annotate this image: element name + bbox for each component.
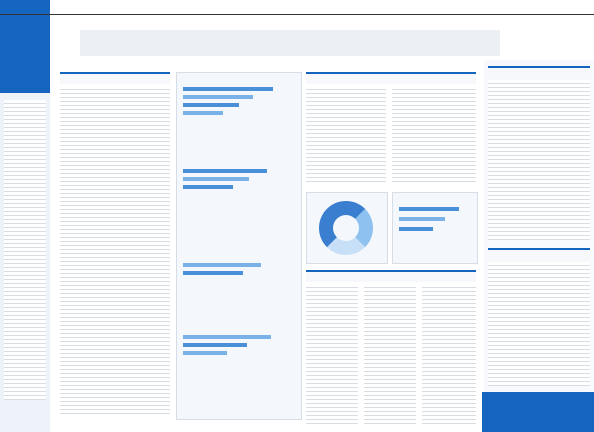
chart-bar — [183, 103, 239, 107]
article-3-header — [306, 270, 476, 282]
chart-bar — [183, 87, 273, 91]
chart-bar — [183, 271, 243, 275]
article-3-body-col1 — [306, 284, 358, 424]
chart-bar — [183, 343, 247, 347]
top-bar — [0, 0, 594, 15]
page-headline — [80, 30, 500, 56]
chart-bar — [183, 111, 223, 115]
bar-chart-panel — [392, 192, 478, 264]
survey-chart-column — [176, 72, 302, 420]
right-column — [484, 60, 594, 432]
author-name-block — [482, 392, 594, 432]
chart-bar — [183, 351, 227, 355]
section-brand — [0, 0, 50, 14]
chart-bar — [183, 263, 261, 267]
article-1-body — [60, 86, 170, 416]
chart-bar — [183, 185, 233, 189]
right-article-1-body — [488, 80, 590, 240]
chart-bar — [399, 207, 459, 211]
donut-chart — [319, 201, 373, 255]
right-article-1-header — [488, 66, 590, 78]
sidebar-title-block — [0, 15, 50, 93]
article-2-body-right — [392, 86, 476, 182]
chart-bar — [399, 227, 433, 231]
chart-bar — [399, 217, 445, 221]
article-2-header — [306, 72, 476, 84]
chart-bar — [183, 169, 267, 173]
article-2-body-left — [306, 86, 386, 182]
chart-bar — [183, 177, 249, 181]
donut-chart-panel — [306, 192, 388, 264]
article-3-body-col2 — [364, 284, 416, 424]
right-article-2-body — [488, 262, 590, 386]
sidebar-text-column — [4, 100, 46, 400]
chart-bar — [183, 335, 271, 339]
chart-bar — [183, 95, 253, 99]
article-3-body-col3 — [422, 284, 476, 424]
article-1-header — [60, 72, 170, 84]
right-article-2-header — [488, 248, 590, 260]
